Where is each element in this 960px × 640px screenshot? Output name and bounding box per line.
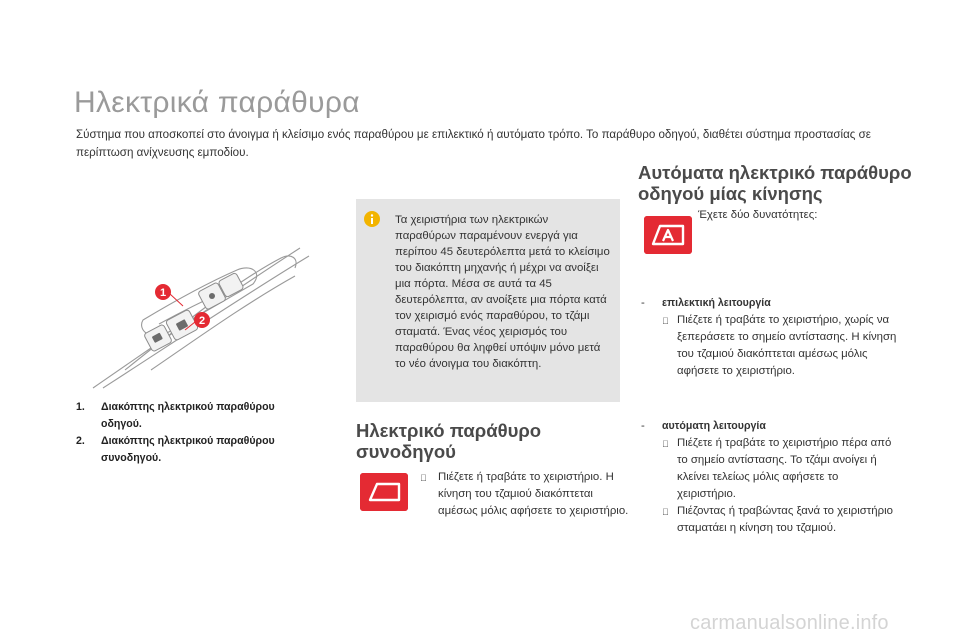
bullet-arrow-icon (662, 312, 677, 380)
selective-mode-text: Πιέζετε ή τραβάτε το χειριστήριο, χωρίς να ξεπεράσετε το σημείο αντίστασης. Η κίνηση του τζαμιού διακόπτεται αμέσως μόλις αφήσετε το χειριστήριο. (677, 314, 897, 377)
legend-text: Διακόπτης ηλεκτρικού παραθύρου οδηγού. (101, 401, 275, 430)
info-note-text: Τα χειριστήρια των ηλεκτρικών παραθύρων παραμένουν ενεργά για περίπου 45 δευτερόλεπτα μετά το κλείσιμο του διακόπτη μηχανής ή μέχρι να ανοίξει μια πόρτα. Μέσα σε αυτά τα 45 δευτερόλεπτα, αν ανοίξετε μια πόρτα κατά τον χειρισμό ενός παραθύρου, το τζάμι σταματά. Ένας νέος χειρισμός του παραθύρου θα ληφθεί υπόψιν μόνο μετά το νέο άνοιγμα του διακόπτη. (395, 214, 610, 370)
legend-text: Διακόπτης ηλεκτρικού παραθύρου συνοδηγού. (101, 435, 275, 464)
marker-2 (194, 312, 210, 328)
automatic-mode-title: αυτόματη λειτουργία (662, 420, 766, 432)
legend-number: 2. (76, 435, 85, 447)
info-note (356, 199, 620, 402)
automatic-mode (641, 418, 901, 537)
driver-options-intro: Έχετε δύο δυνατότητες: (698, 209, 818, 221)
watermark: carmanualsonline.info (690, 612, 889, 634)
legend-number: 1. (76, 401, 85, 413)
passenger-switch-icon (360, 473, 408, 511)
automatic-mode-text-1: Πιέζετε ή τραβάτε το χειριστήριο πέρα από το σημείο αντίστασης. Το τζάμι ανοίγει ή κλείνει τελείως μόλις αφήσετε το χειριστήριο. (677, 437, 892, 500)
bullet-arrow-icon (662, 435, 677, 503)
bullet-arrow-icon (662, 503, 677, 537)
info-icon (364, 211, 380, 227)
selective-mode-title: επιλεκτική λειτουργία (662, 297, 771, 309)
automatic-mode-text-2: Πιέζοντας ή τραβώντας ξανά το χειριστήριο σταματάει η κίνηση του τζαμιού. (677, 505, 893, 534)
list-dash: - (641, 297, 645, 309)
passenger-instructions (420, 469, 630, 520)
legend (76, 399, 316, 467)
svg-text:1: 1 (159, 287, 167, 299)
svg-text:2: 2 (198, 315, 206, 327)
page-title: Ηλεκτρικά παράθυρα (74, 86, 360, 119)
bullet-arrow-icon (420, 469, 438, 520)
window-switch-illustration (85, 220, 325, 392)
selective-mode (641, 295, 901, 380)
passenger-instruction-text: Πιέζετε ή τραβάτε το χειριστήριο. Η κίνηση του τζαμιού διακόπτεται αμέσως μόλις αφήσετε το χειριστήριο. (438, 471, 629, 517)
driver-auto-window-heading: Αυτόματα ηλεκτρικό παράθυρο οδηγού μίας κίνησης (638, 162, 912, 204)
marker-1 (155, 284, 171, 300)
passenger-window-heading: Ηλεκτρικό παράθυρο συνοδηγού (356, 420, 542, 462)
list-dash: - (641, 420, 645, 432)
legend-item (76, 399, 316, 433)
driver-auto-switch-icon (644, 216, 692, 254)
page-intro: Σύστημα που αποσκοπεί στο άνοιγμα ή κλείσιμο ενός παραθύρου με επιλεκτικό ή αυτόματο τρόπο. Το παράθυρο οδηγού, διαθέτει σύστημα προστασίας σε περίπτωση ανίχνευσης εμποδίου. (76, 128, 871, 159)
legend-item (76, 433, 316, 467)
